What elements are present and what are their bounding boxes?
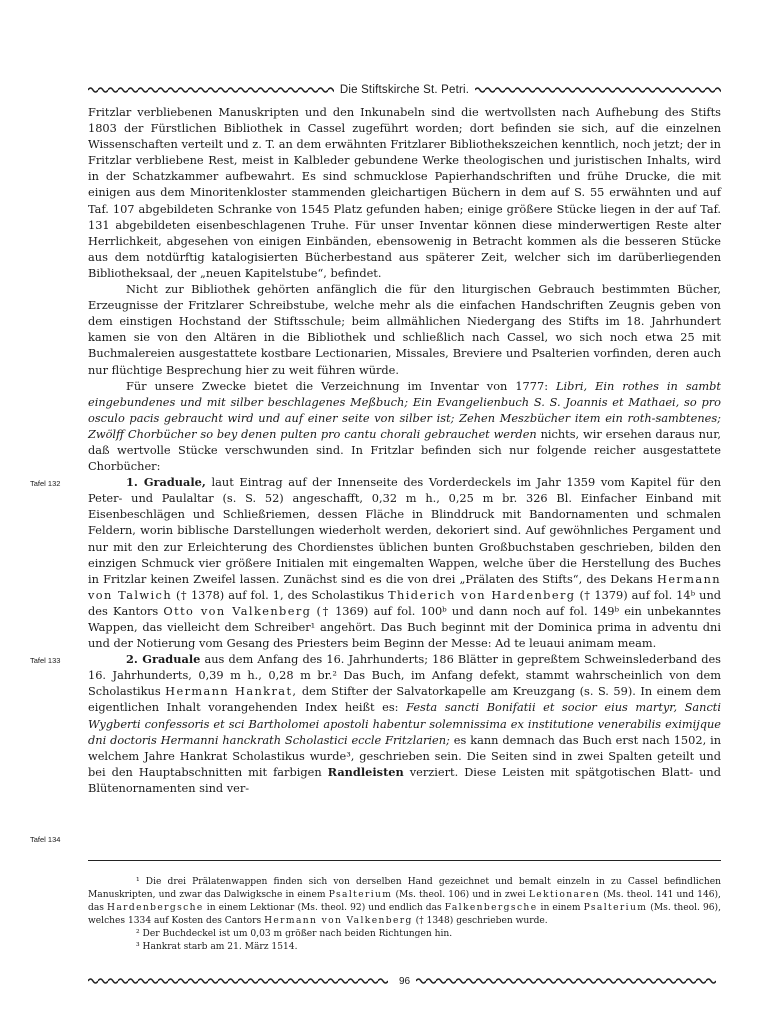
page-footer xyxy=(88,974,721,988)
person-name: Hermann von Talwich xyxy=(88,571,721,602)
footnote-1: ¹ Die drei Prälatenwappen finden sich von derselben Hand gezeichnet und bemalt einzeln in zu Cassel befindlichen Manuskripten, und zwar das Dalwigksche in einem Psalterium (Ms. theol. 106) und in zwei Lektionaren (Ms. theol. 141 und 146), das Hardenbergsche in einem Lektionar (Ms. theol. 92) und endlich das Falkenbergsche in einem Psalterium (Ms. theol. 96), welches 1334 auf Kosten des Cantors Hermann von Valkenberg († 1348) geschrieben wurde. xyxy=(88,877,721,926)
entry-graduale-2: Tafel 133 2. Graduale aus dem Anfang des 16. Jahrhunderts; 186 Blätter in gepreßtem Schweinslederband des 16. Jahrhunderts, 0,39 m h., 0,28 m br.² Das Buch, im Anfang defekt, stammt wahrscheinlich von dem Scholastikus Hermann Hankrat, dem Stifter der Salvatorkapelle am Kreuzgang (s. S. 59). In einem dem eigentlichen Inhalt vorangehenden Index heißt es: Festa sancti Bonifatii et socior eius martyr, Sancti Wygberti confessoris et sci Bartholomei apostoli habentur solemnissima ex institutione venerabilis eximijque dni doctoris Hermanni hanckrath Scholastici eccle Fritzlarien; es kann demnach das Buch erst nach 1502, in welchem Jahre Hankrat Scholastikus wurde³, geschrieben sein. Die Seiten sind in zwei Spalten geteilt und bei den Hauptabschnitten mit farbigen Randleisten verziert. Diese Leisten mit spätgotischen Blatt- und Blütenornamenten sind ver- xyxy=(30,652,722,795)
footnote-3: ³ Hankrat starb am 21. März 1514. xyxy=(136,942,298,952)
entry-graduale-1: Tafel 132 1. Graduale, laut Eintrag auf der Innenseite des Vorderdeckels im Jahr 1359 vom Kapitel für den Peter- und Paulaltar (s. S. 52) angeschafft, 0,32 m h., 0,25 m br. 326 Bl. Einfacher Einband mit Eisenbeschlägen und Schließriemen, dessen Fläche in Blinddruck mit Bandornamenten und schmalen Feldern, worin biblische Darstellungen wiederholt werden, dekoriert sind. Auf gewöhnliches Pergament und nur mit den zur Erleichterung des Chordienstes üblichen bunten Großbuchstaben geschrieben, bilden den einzigen Schmuck vier größere Initialen mit eingemalten Wappen, welche über die Herstellung des Buches in Fritzlar keinen Zweifel lassen. Zunächst sind es die von drei „Prälaten des Stifts“, des Dekans Hermann von Talwich († 1378) auf fol. 1, des Scholastikus Thiderich von Hardenberg († 1379) auf fol. 14ᵇ und des Kantors Otto von Valkenberg († 1369) auf fol. 100ᵇ und dann noch auf fol. 149ᵇ ein unbekanntes Wappen, das vielleicht dem Schreiber¹ angehört. Das Buch beginnt mit der Dominica prima in adventu dni und der Notierung vom Gesang des Priesters beim Beginn der Messe: Ad te leuaui animam meam. xyxy=(30,475,722,651)
margin-plate-ref: Tafel 134 xyxy=(30,835,61,844)
margin-plate-ref: Tafel 133 xyxy=(30,656,61,666)
paragraph-3: Für unsere Zwecke bietet die Verzeichnung im Inventar von 1777: Libri, Ein rothes in sambt eingebundenes und mit silber beschlagenes Meßbuch; Ein Evangelienbuch S. S. Joannis et Mathaei, so pro osculo pacis gebraucht wird und auf einer seite von silber ist; Zehen Meszbücher item ein roth-sambtenes; Zwölff Chorbücher so bey denen pulten pro cantu chorali gebrauchet werden nichts, wir ersehen daraus nur, daß wertvolle Stücke verschwunden sind. In Fritzlar befinden sich nur folgende reicher ausgestattete Chorbücher: xyxy=(88,378,721,474)
ornament-band-icon xyxy=(88,977,388,985)
ornament-band-icon xyxy=(416,977,716,985)
footer-ornament-right xyxy=(416,977,721,985)
page-number: 96 xyxy=(398,975,411,987)
footnote-rule xyxy=(88,860,721,861)
ornament-band-icon xyxy=(88,86,334,94)
main-text xyxy=(30,104,722,796)
person-name: Hermann Hankrat, xyxy=(165,684,298,699)
entry-heading: 1. Graduale, xyxy=(126,475,206,490)
person-name: Thiderich von Hardenberg xyxy=(388,587,576,602)
margin-plate-ref: Tafel 132 xyxy=(30,479,61,489)
person-name: Otto von Valkenberg xyxy=(163,603,312,618)
paragraph-1: Fritzlar verbliebenen Manuskripten und den Inkunabeln sind die wertvollsten nach Aufhebung des Stifts 1803 der Fürstlichen Bibliothek in Cassel zugeführt worden; dort befinden sie sich, auf die einzelnen Wissenschaften verteilt und z. T. an dem erwähnten Fritzlarer Bibliothekszeichen kenntlich, noch jetzt; der in Fritzlar verbliebene Rest, meist in Kalbleder gebundene Werke theologischen und juristischen Inhalts, wird in der Schatzkammer aufbewahrt. Es sind schmucklose Papierhandschriften und frühe Drucke, die mit einigen aus dem Minoritenkloster stammenden gleichartigen Büchern in dem auf S. 55 erwähnten und auf Taf. 107 abgebildeten Schranke von 1545 Platz gefunden haben; einige größere Stücke liegen in der auf Taf. 131 abgebildeten eisenbeschlagenen Truhe. Für unser Inventar können diese minderwertigen Reste alter Herrlichkeit, abgesehen von einigen Einbänden, ebensowenig in Betracht kommen als die besseren Stücke aus dem notdürftig katalogisierten Bücherbestand aus späterer Zeit, welcher sich im darüberliegenden Bibliotheksaal, der „neuen Kapitelstube“, befindet. xyxy=(88,105,721,280)
entry-heading: 2. Graduale xyxy=(126,652,201,667)
header-ornament-right xyxy=(475,86,721,94)
inventory-quote: Libri, Ein rothes in sambt eingebundenes und mit silber beschlagenes Meßbuch; Ein Evangelienbuch S. S. Joannis et Mathaei, so pro osculo pacis gebraucht wird und auf einer seite von silber ist; Zehen Meszbücher item ein roth-sambtenes; Zwölff Chorbücher so bey denen pulten pro cantu chorali gebrauchet werden xyxy=(88,378,721,441)
footer-ornament-left xyxy=(88,977,393,985)
footnotes xyxy=(88,876,721,954)
ornament-band-icon xyxy=(475,86,721,94)
index-quote: Festa sancti Bonifatii et socior eius martyr, Sancti Wygberti confessoris et sci Bartholomei apostoli habentur solemnissima ex institutione venerabilis eximijque dni doctoris Hermanni hanckrath Scholastici eccle Fritzlarien; xyxy=(88,700,721,747)
paragraph-2: Nicht zur Bibliothek gehörten anfänglich die für den liturgischen Gebrauch bestimmten Bücher, Erzeugnisse der Fritzlarer Schreibstube, welche mehr als die einfachen Handschriften Zeugnis geben von dem einstigen Hochstand der Stiftsschule; beim allmählichen Niedergang des Stifts im 18. Jahrhundert kamen sie von den Altären in die Bibliothek und schließlich nach Cassel, wo sich noch etwa 25 mit Buchmalereien ausgestattete kostbare Lectionarien, Missales, Breviere und Psalterien vorfinden, deren auch nur flüchtige Besprechung hier zu weit führen würde. xyxy=(88,282,721,377)
running-header xyxy=(88,80,721,100)
footnote-2: ² Der Buchdeckel ist um 0,03 m größer nach beiden Richtungen hin. xyxy=(136,929,453,939)
header-title: Die Stiftskirche St. Petri. xyxy=(339,84,470,96)
header-ornament-left xyxy=(88,86,334,94)
keyword-randleisten: Randleisten xyxy=(327,764,404,779)
